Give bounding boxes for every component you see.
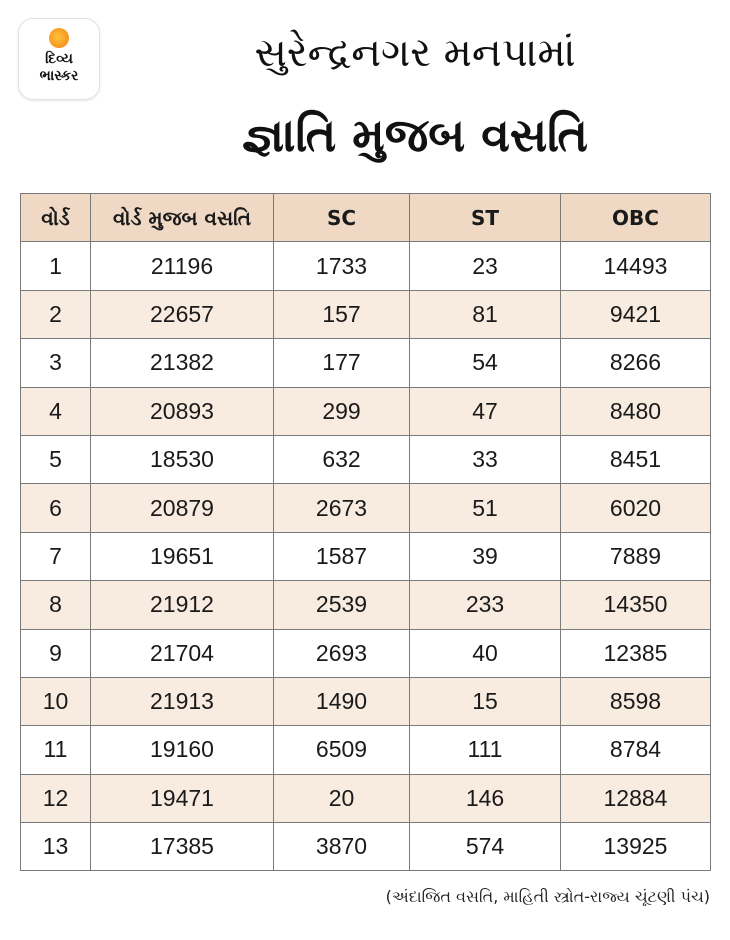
table-row (21, 242, 711, 290)
table-row (21, 435, 711, 483)
obc-cell: 8784 (561, 726, 711, 774)
ward-cell: 8 (21, 581, 91, 629)
table-header-row (21, 194, 711, 242)
st-cell: 81 (410, 290, 561, 338)
st-cell: 51 (410, 484, 561, 532)
logo-text-line2: ભાસ્કર (39, 67, 79, 84)
st-cell: 23 (410, 242, 561, 290)
population-cell: 21196 (91, 242, 274, 290)
table-row (21, 774, 711, 822)
table-row (21, 726, 711, 774)
table-row (21, 532, 711, 580)
st-cell: 40 (410, 629, 561, 677)
sc-cell: 2693 (274, 629, 410, 677)
st-cell: 146 (410, 774, 561, 822)
sc-cell: 157 (274, 290, 410, 338)
ward-cell: 4 (21, 387, 91, 435)
population-cell: 19160 (91, 726, 274, 774)
sun-icon (49, 28, 69, 48)
population-cell: 21913 (91, 677, 274, 725)
header-obc: OBC (561, 194, 711, 242)
obc-cell: 13925 (561, 823, 711, 871)
obc-cell: 14493 (561, 242, 711, 290)
population-cell: 22657 (91, 290, 274, 338)
st-cell: 111 (410, 726, 561, 774)
ward-cell: 3 (21, 339, 91, 387)
population-cell: 18530 (91, 435, 274, 483)
st-cell: 233 (410, 581, 561, 629)
st-cell: 39 (410, 532, 561, 580)
obc-cell: 14350 (561, 581, 711, 629)
table-row (21, 581, 711, 629)
obc-cell: 6020 (561, 484, 711, 532)
obc-cell: 8598 (561, 677, 711, 725)
table-row (21, 629, 711, 677)
st-cell: 54 (410, 339, 561, 387)
obc-cell: 8451 (561, 435, 711, 483)
st-cell: 574 (410, 823, 561, 871)
population-cell: 19651 (91, 532, 274, 580)
divya-bhaskar-logo (19, 19, 99, 99)
table-row (21, 387, 711, 435)
ward-cell: 12 (21, 774, 91, 822)
ward-cell: 10 (21, 677, 91, 725)
sc-cell: 299 (274, 387, 410, 435)
obc-cell: 12385 (561, 629, 711, 677)
logo-text-line1: દિવ્ય (45, 50, 73, 67)
ward-cell: 13 (21, 823, 91, 871)
obc-cell: 8266 (561, 339, 711, 387)
ward-cell: 5 (21, 435, 91, 483)
sc-cell: 6509 (274, 726, 410, 774)
header-st: ST (410, 194, 561, 242)
obc-cell: 8480 (561, 387, 711, 435)
ward-cell: 7 (21, 532, 91, 580)
sc-cell: 3870 (274, 823, 410, 871)
table-row (21, 823, 711, 871)
sc-cell: 20 (274, 774, 410, 822)
sc-cell: 177 (274, 339, 410, 387)
population-cell: 17385 (91, 823, 274, 871)
population-cell: 19471 (91, 774, 274, 822)
sc-cell: 2673 (274, 484, 410, 532)
sc-cell: 1587 (274, 532, 410, 580)
source-note: (અંદાજિત વસતિ, માહિતી સ્ત્રોત-રાજ્ય ચૂંટણી પંચ) (385, 887, 710, 906)
header-sc: SC (274, 194, 410, 242)
table-row (21, 484, 711, 532)
obc-cell: 9421 (561, 290, 711, 338)
ward-cell: 2 (21, 290, 91, 338)
table-row (21, 290, 711, 338)
ward-cell: 11 (21, 726, 91, 774)
population-cell: 20879 (91, 484, 274, 532)
table-row (21, 339, 711, 387)
st-cell: 15 (410, 677, 561, 725)
st-cell: 47 (410, 387, 561, 435)
header-ward-population: વોર્ડ મુજબ વસતિ (91, 194, 274, 242)
ward-cell: 6 (21, 484, 91, 532)
page-title-line1: સુરેન્દ્રનગર મનપામાં (254, 30, 576, 76)
sc-cell: 1490 (274, 677, 410, 725)
page-title-line2: જ્ઞાતિ મુજબ વસતિ (241, 108, 589, 162)
population-cell: 21704 (91, 629, 274, 677)
sc-cell: 1733 (274, 242, 410, 290)
population-table (20, 193, 711, 871)
sc-cell: 632 (274, 435, 410, 483)
ward-cell: 1 (21, 242, 91, 290)
st-cell: 33 (410, 435, 561, 483)
obc-cell: 12884 (561, 774, 711, 822)
obc-cell: 7889 (561, 532, 711, 580)
population-cell: 21382 (91, 339, 274, 387)
header-ward: વોર્ડ (21, 194, 91, 242)
ward-cell: 9 (21, 629, 91, 677)
population-cell: 21912 (91, 581, 274, 629)
table-row (21, 677, 711, 725)
population-cell: 20893 (91, 387, 274, 435)
sc-cell: 2539 (274, 581, 410, 629)
